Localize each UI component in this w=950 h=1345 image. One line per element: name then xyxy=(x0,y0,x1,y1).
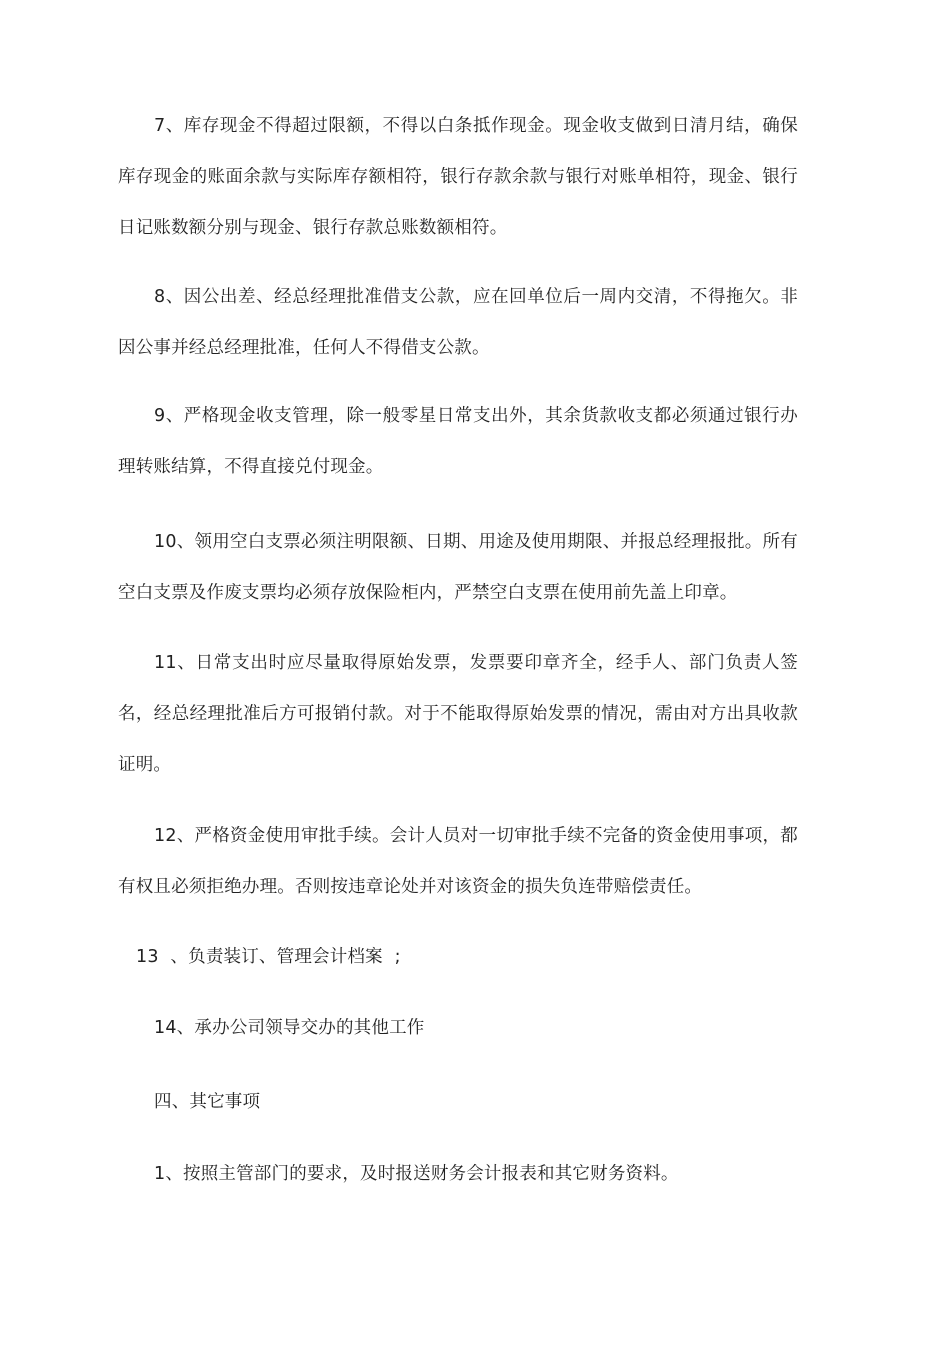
paragraph-item-13: 13 、负责装订、管理会计档案 ; xyxy=(136,947,401,967)
paragraph-item-9: 9、严格现金收支管理，除一般零星日常支出外，其余货款收支都必须通过银行办理转账结算，不得直接兑付现金。 xyxy=(118,406,798,477)
paragraph-item-8: 8、因公出差、经总经理批准借支公款，应在回单位后一周内交清，不得拖欠。非因公事并经总经理批准，任何人不得借支公款。 xyxy=(118,287,798,358)
paragraph-item-14: 14、承办公司领导交办的其他工作 xyxy=(154,1018,425,1038)
paragraph-item-12: 12、严格资金使用审批手续。会计人员对一切审批手续不完备的资金使用事项，都有权且必须拒绝办理。否则按违章论处并对该资金的损失负连带赔偿责任。 xyxy=(118,826,798,897)
paragraph-item-7: 7、库存现金不得超过限额，不得以白条抵作现金。现金收支做到日清月结，确保库存现金的账面余款与实际库存额相符，银行存款余款与银行对账单相符，现金、银行日记账数额分别与现金、银行存款总账数额相符。 xyxy=(118,116,798,238)
section-heading-other-matters: 四、其它事项 xyxy=(154,1092,261,1112)
paragraph-item-10: 10、领用空白支票必须注明限额、日期、用途及使用期限、并报总经理报批。所有空白支票及作废支票均必须存放保险柜内，严禁空白支票在使用前先盖上印章。 xyxy=(118,532,798,603)
paragraph-item-11: 11、日常支出时应尽量取得原始发票，发票要印章齐全，经手人、部门负责人签名，经总经理批准后方可报销付款。对于不能取得原始发票的情况，需由对方出具收款证明。 xyxy=(118,653,798,775)
paragraph-section-4-item-1: 1、按照主管部门的要求，及时报送财务会计报表和其它财务资料。 xyxy=(154,1164,679,1184)
